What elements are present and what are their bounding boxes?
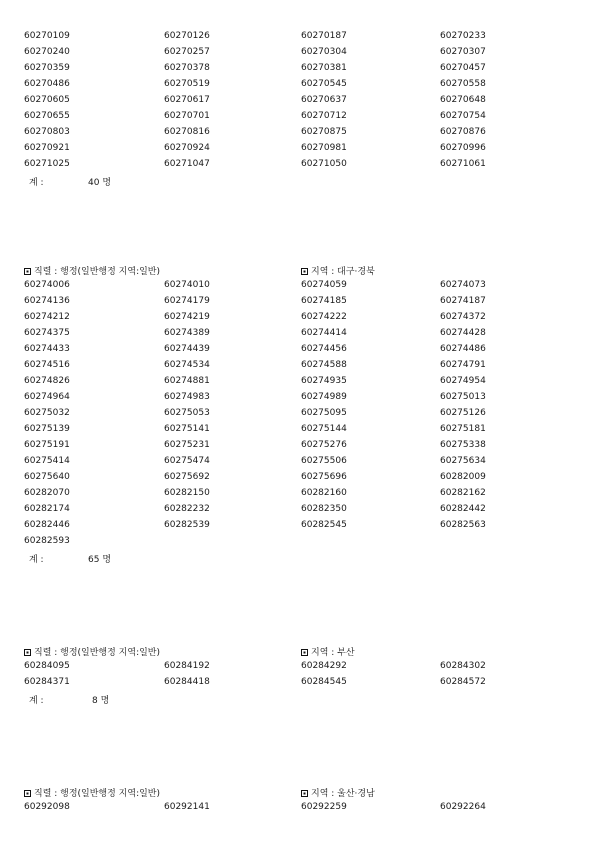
applicant-id: 60274372: [440, 312, 486, 322]
total-label: 계 :: [29, 555, 44, 565]
applicant-id: 60275181: [440, 424, 486, 434]
id-grid: [0, 661, 595, 693]
total-row: [0, 552, 595, 568]
applicant-id: 60282446: [24, 520, 70, 530]
applicant-id: 60271025: [24, 159, 70, 169]
applicant-id: 60274136: [24, 296, 70, 306]
roster-section: [0, 264, 595, 568]
total-row: [0, 175, 595, 191]
applicant-id: 60270924: [164, 143, 210, 153]
table-row: [0, 456, 595, 472]
section-header: [0, 264, 595, 280]
square-bullet-icon: [301, 790, 308, 797]
applicant-id: 60275191: [24, 440, 70, 450]
table-row: [0, 328, 595, 344]
applicant-id: 60270605: [24, 95, 70, 105]
applicant-id: 60271050: [301, 159, 347, 169]
table-row: [0, 802, 595, 818]
table-row: [0, 392, 595, 408]
job-category-text: 직렬 : 행정(일반행정 지역:일반): [34, 267, 160, 277]
applicant-id: 60270875: [301, 127, 347, 137]
applicant-id: 60274428: [440, 328, 486, 338]
applicant-id: 60270240: [24, 47, 70, 57]
applicant-id: 60284371: [24, 677, 70, 687]
applicant-id: 60292098: [24, 802, 70, 812]
applicant-id: 60275095: [301, 408, 347, 418]
applicant-id: 60292264: [440, 802, 486, 812]
applicant-id: 60282232: [164, 504, 210, 514]
applicant-id: 60270304: [301, 47, 347, 57]
table-row: [0, 360, 595, 376]
applicant-id: 60274516: [24, 360, 70, 370]
table-row: [0, 408, 595, 424]
applicant-id: 60275053: [164, 408, 210, 418]
applicant-id: 60270486: [24, 79, 70, 89]
total-count: 40 명: [88, 178, 112, 188]
applicant-id: 60275634: [440, 456, 486, 466]
applicant-id: 60275126: [440, 408, 486, 418]
applicant-id: 60274989: [301, 392, 347, 402]
applicant-id: 60282350: [301, 504, 347, 514]
applicant-id: 60282539: [164, 520, 210, 530]
section-header: [0, 645, 595, 661]
job-category-text: 직렬 : 행정(일반행정 지역:일반): [34, 648, 160, 658]
applicant-id: 60282174: [24, 504, 70, 514]
section-header: [0, 786, 595, 802]
table-row: [0, 296, 595, 312]
applicant-id: 60270457: [440, 63, 486, 73]
table-row: [0, 504, 595, 520]
applicant-id: 60270307: [440, 47, 486, 57]
square-bullet-icon: [24, 649, 31, 656]
applicant-id: 60270617: [164, 95, 210, 105]
table-row: [0, 127, 595, 143]
table-row: [0, 312, 595, 328]
table-row: [0, 661, 595, 677]
applicant-id: 60270378: [164, 63, 210, 73]
applicant-id: 60275032: [24, 408, 70, 418]
applicant-id: 60274179: [164, 296, 210, 306]
id-grid: [0, 802, 595, 818]
applicant-id: 60275338: [440, 440, 486, 450]
applicant-id: 60275139: [24, 424, 70, 434]
applicant-id: 60274439: [164, 344, 210, 354]
table-row: [0, 536, 595, 552]
table-row: [0, 488, 595, 504]
job-category-label: [24, 645, 160, 658]
applicant-id: 60274219: [164, 312, 210, 322]
applicant-id: 60275144: [301, 424, 347, 434]
region-text: 지역 : 부산: [311, 648, 355, 658]
table-row: [0, 677, 595, 693]
applicant-id: 60274486: [440, 344, 486, 354]
applicant-id: 60275640: [24, 472, 70, 482]
region-label: [301, 645, 355, 658]
roster-section: [0, 786, 595, 818]
applicant-id: 60270981: [301, 143, 347, 153]
job-category-label: [24, 264, 160, 277]
applicant-id: 60275414: [24, 456, 70, 466]
applicant-id: 60274791: [440, 360, 486, 370]
applicant-id: 60270655: [24, 111, 70, 121]
roster-section: [0, 645, 595, 709]
applicant-id: 60270996: [440, 143, 486, 153]
applicant-id: 60282545: [301, 520, 347, 530]
square-bullet-icon: [24, 790, 31, 797]
table-row: [0, 520, 595, 536]
applicant-id: 60282442: [440, 504, 486, 514]
applicant-id: 60275276: [301, 440, 347, 450]
roster-section: [0, 31, 595, 191]
applicant-id: 60284418: [164, 677, 210, 687]
applicant-id: 60292259: [301, 802, 347, 812]
applicant-id: 60270545: [301, 79, 347, 89]
applicant-id: 60274187: [440, 296, 486, 306]
table-row: [0, 159, 595, 175]
applicant-id: 60274212: [24, 312, 70, 322]
applicant-id: 60274006: [24, 280, 70, 290]
applicant-id: 60284572: [440, 677, 486, 687]
applicant-id: 60284192: [164, 661, 210, 671]
applicant-id: 60274881: [164, 376, 210, 386]
total-label: 계 :: [29, 178, 44, 188]
applicant-id: 60270359: [24, 63, 70, 73]
total-count: 65 명: [88, 555, 112, 565]
applicant-id: 60282150: [164, 488, 210, 498]
table-row: [0, 111, 595, 127]
applicant-id: 60270126: [164, 31, 210, 41]
applicant-id: 60271047: [164, 159, 210, 169]
applicant-id: 60270187: [301, 31, 347, 41]
applicant-id: 60274010: [164, 280, 210, 290]
applicant-id: 60274414: [301, 328, 347, 338]
id-grid: [0, 31, 595, 175]
square-bullet-icon: [301, 649, 308, 656]
applicant-id: 60275506: [301, 456, 347, 466]
table-row: [0, 472, 595, 488]
applicant-id: 60270648: [440, 95, 486, 105]
applicant-id: 60274185: [301, 296, 347, 306]
applicant-id: 60270637: [301, 95, 347, 105]
applicant-id: 60274389: [164, 328, 210, 338]
applicant-id: 60270109: [24, 31, 70, 41]
applicant-id: 60274954: [440, 376, 486, 386]
region-label: [301, 786, 375, 799]
applicant-id: 60274983: [164, 392, 210, 402]
applicant-id: 60270876: [440, 127, 486, 137]
applicant-id: 60274826: [24, 376, 70, 386]
square-bullet-icon: [301, 268, 308, 275]
applicant-id: 60284302: [440, 661, 486, 671]
applicant-id: 60274375: [24, 328, 70, 338]
applicant-id: 60274935: [301, 376, 347, 386]
id-grid: [0, 280, 595, 552]
applicant-id: 60284545: [301, 677, 347, 687]
job-category-text: 직렬 : 행정(일반행정 지역:일반): [34, 789, 160, 799]
applicant-id: 60274588: [301, 360, 347, 370]
applicant-id: 60270257: [164, 47, 210, 57]
region-text: 지역 : 울산·경남: [311, 789, 375, 799]
applicant-id: 60270233: [440, 31, 486, 41]
applicant-id: 60275141: [164, 424, 210, 434]
applicant-id: 60275013: [440, 392, 486, 402]
table-row: [0, 143, 595, 159]
applicant-id: 60282009: [440, 472, 486, 482]
applicant-id: 60274073: [440, 280, 486, 290]
total-row: [0, 693, 595, 709]
applicant-id: 60274534: [164, 360, 210, 370]
table-row: [0, 440, 595, 456]
total-label: 계 :: [29, 696, 44, 706]
applicant-id: 60270519: [164, 79, 210, 89]
applicant-id: 60274433: [24, 344, 70, 354]
applicant-id: 60275696: [301, 472, 347, 482]
applicant-id: 60270712: [301, 111, 347, 121]
table-row: [0, 424, 595, 440]
applicant-id: 60282593: [24, 536, 70, 546]
total-count: 8 명: [92, 696, 110, 706]
applicant-id: 60274456: [301, 344, 347, 354]
table-row: [0, 31, 595, 47]
table-row: [0, 63, 595, 79]
applicant-id: 60270701: [164, 111, 210, 121]
region-label: [301, 264, 375, 277]
table-row: [0, 280, 595, 296]
applicant-id: 60284292: [301, 661, 347, 671]
region-text: 지역 : 대구·경북: [311, 267, 375, 277]
applicant-id: 60292141: [164, 802, 210, 812]
table-row: [0, 376, 595, 392]
applicant-id: 60284095: [24, 661, 70, 671]
applicant-id: 60275231: [164, 440, 210, 450]
applicant-id: 60270921: [24, 143, 70, 153]
applicant-id: 60282563: [440, 520, 486, 530]
applicant-id: 60275692: [164, 472, 210, 482]
applicant-id: 60270816: [164, 127, 210, 137]
table-row: [0, 344, 595, 360]
applicant-id: 60270754: [440, 111, 486, 121]
job-category-label: [24, 786, 160, 799]
table-row: [0, 95, 595, 111]
applicant-id: 60271061: [440, 159, 486, 169]
table-row: [0, 47, 595, 63]
applicant-id: 60274222: [301, 312, 347, 322]
table-row: [0, 79, 595, 95]
applicant-id: 60282070: [24, 488, 70, 498]
square-bullet-icon: [24, 268, 31, 275]
applicant-id: 60274059: [301, 280, 347, 290]
applicant-id: 60274964: [24, 392, 70, 402]
applicant-id: 60282162: [440, 488, 486, 498]
applicant-id: 60275474: [164, 456, 210, 466]
applicant-id: 60270381: [301, 63, 347, 73]
applicant-id: 60270803: [24, 127, 70, 137]
applicant-id: 60270558: [440, 79, 486, 89]
applicant-id: 60282160: [301, 488, 347, 498]
